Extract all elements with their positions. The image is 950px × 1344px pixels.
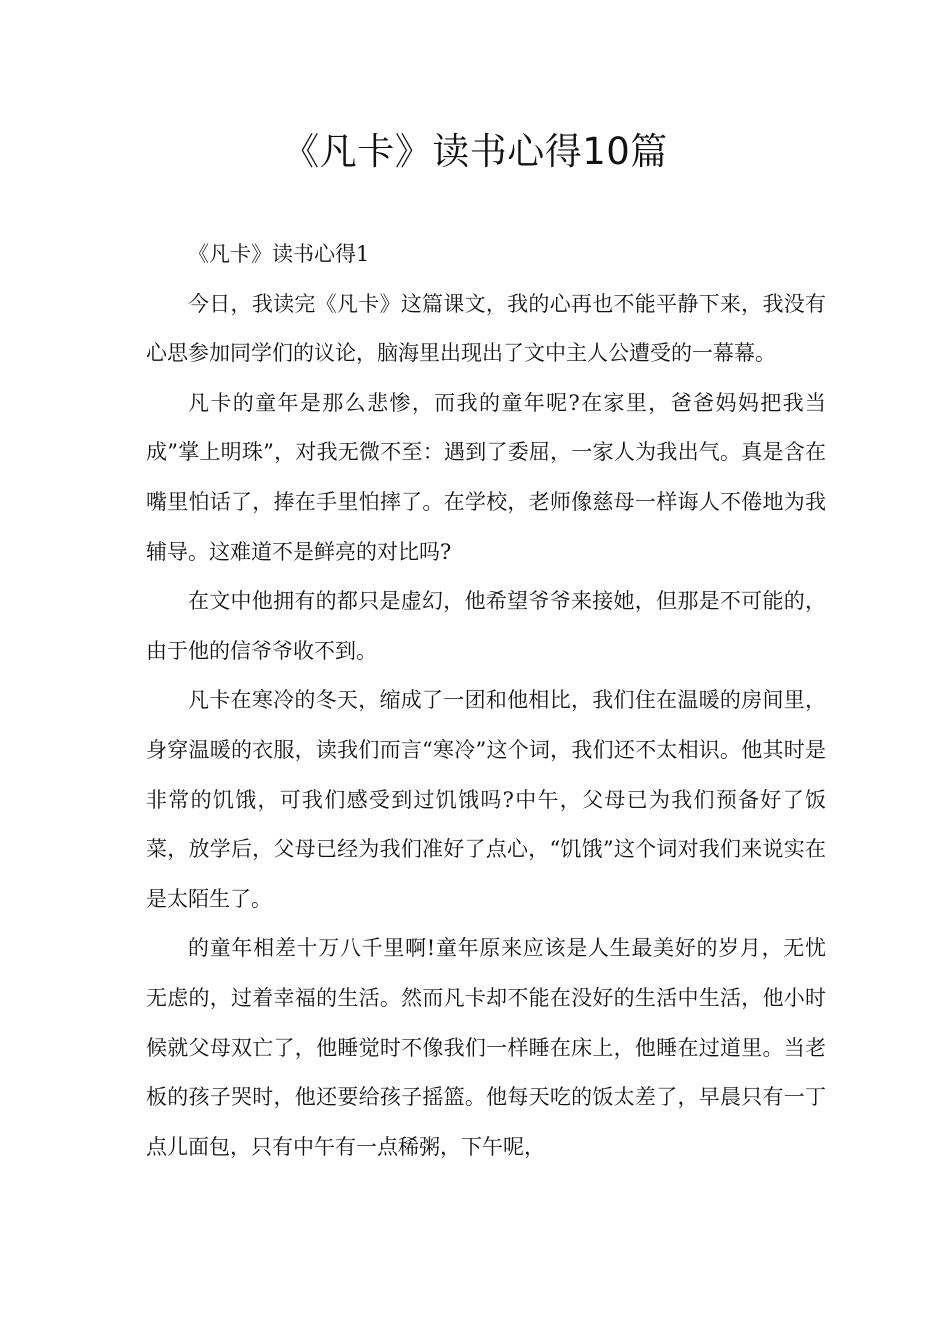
section-heading: 《凡卡》读书心得1 xyxy=(188,242,370,266)
document-body xyxy=(146,230,826,1172)
paragraph: 今日，我读完《凡卡》这篇课文，我的心再也不能平静下来，我没有心思参加同学们的议论，脑海里出现出了文中主人公遭受的一幕幕。 xyxy=(146,291,826,366)
paragraph: 在文中他拥有的都只是虚幻，他希望爷爷来接她，但那是不可能的，由于他的信爷爷收不到。 xyxy=(146,589,826,663)
paragraph: 凡卡在寒冷的冬天，缩成了一团和他相比，我们住在温暖的房间里，身穿温暖的衣服，读我们而言“寒冷”这个词，我们还不太相识。他其时是非常的饥饿，可我们感受到过饥饿吗?中午，父母已为我们预备好了饭菜，放学后，父母已经为我们准好了点心，“饥饿”这个词对我们来说实在是太陌生了。 xyxy=(146,688,826,911)
document-title: 《凡卡》读书心得10篇 xyxy=(282,130,668,173)
paragraph: 凡卡的童年是那么悲惨，而我的童年呢?在家里，爸爸妈妈把我当成”掌上明珠”，对我无微不至：遇到了委屈，一家人为我出气。真是含在嘴里怕话了，捧在手里怕摔了。在学校，老师像慈母一样诲人不倦地为我辅导。这难道不是鲜亮的对比吗? xyxy=(146,390,826,564)
paragraph: 的童年相差十万八千里啊!童年原来应该是人生最美好的岁月，无忧无虑的，过着幸福的生活。然而凡卡却不能在没好的生活中生活，他小时候就父母双亡了，他睡觉时不像我们一样睡在床上，他睡在过道里。当老板的孩子哭时，他还要给孩子摇篮。他每天吃的饭太差了，早晨只有一丁点儿面包，只有中午有一点稀粥，下午呢， xyxy=(146,936,826,1159)
